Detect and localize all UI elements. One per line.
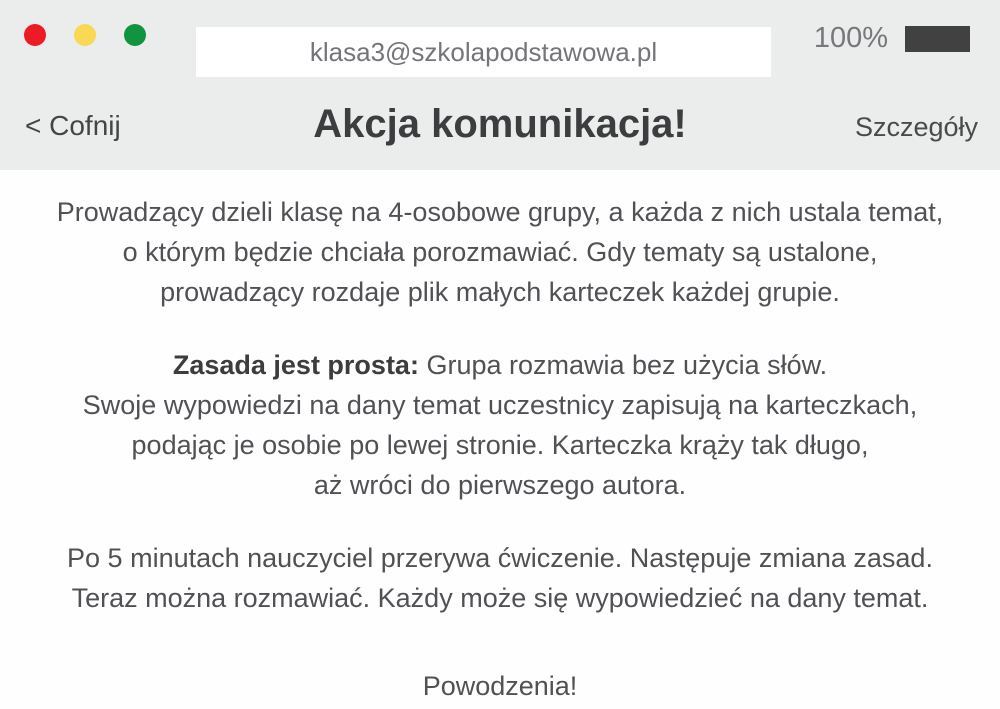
window-header [0,0,1000,170]
rule-lead-rest: Grupa rozmawia bez użycia słów. [418,350,828,380]
rule-lead-bold: Zasada jest prosta: [172,350,419,380]
battery-icon [905,26,970,52]
back-button[interactable]: < Cofnij [25,110,121,141]
details-button[interactable]: Szczegóły [854,112,978,142]
instructions-body [0,170,1000,706]
battery-percent-label: 100% [813,22,888,54]
maximize-window-icon[interactable] [124,24,146,46]
close-window-icon[interactable] [24,24,46,46]
text-line: prowadzący rozdaje plik małych karteczek każdej grupie. [160,277,840,307]
closing-message: Powodzenia! [422,671,578,701]
text-line: Swoje wypowiedzi na dany temat uczestnicy zapisują na karteczkach, [82,390,918,420]
text-line: aż wróci do pierwszego autora. [313,470,687,500]
battery-status [814,22,970,55]
address-bar[interactable]: klasa3@szkolapodstawowa.pl [196,27,771,77]
text-line: Teraz można rozmawiać. Każdy może się wypowiedzieć na dany temat. [71,583,929,613]
minimize-window-icon[interactable] [74,24,96,46]
text-line: podając je osobie po lewej stronie. Karteczka krąży tak długo, [131,430,869,460]
window-controls [24,24,174,46]
text-line [0,345,1000,385]
text-line: o którym będzie chciała porozmawiać. Gdy tematy są ustalone, [122,237,878,267]
paragraph-intro [0,192,1000,312]
text-line: Po 5 minutach nauczyciel przerywa ćwiczenie. Następuje zmiana zasad. [67,543,933,573]
paragraph-phase2 [0,538,1000,618]
paragraph-rules [0,345,1000,505]
text-line: Prowadzący dzieli klasę na 4-osobowe grupy, a każda z nich ustala temat, [56,197,944,227]
page-title: Akcja komunikacja! [313,102,687,146]
